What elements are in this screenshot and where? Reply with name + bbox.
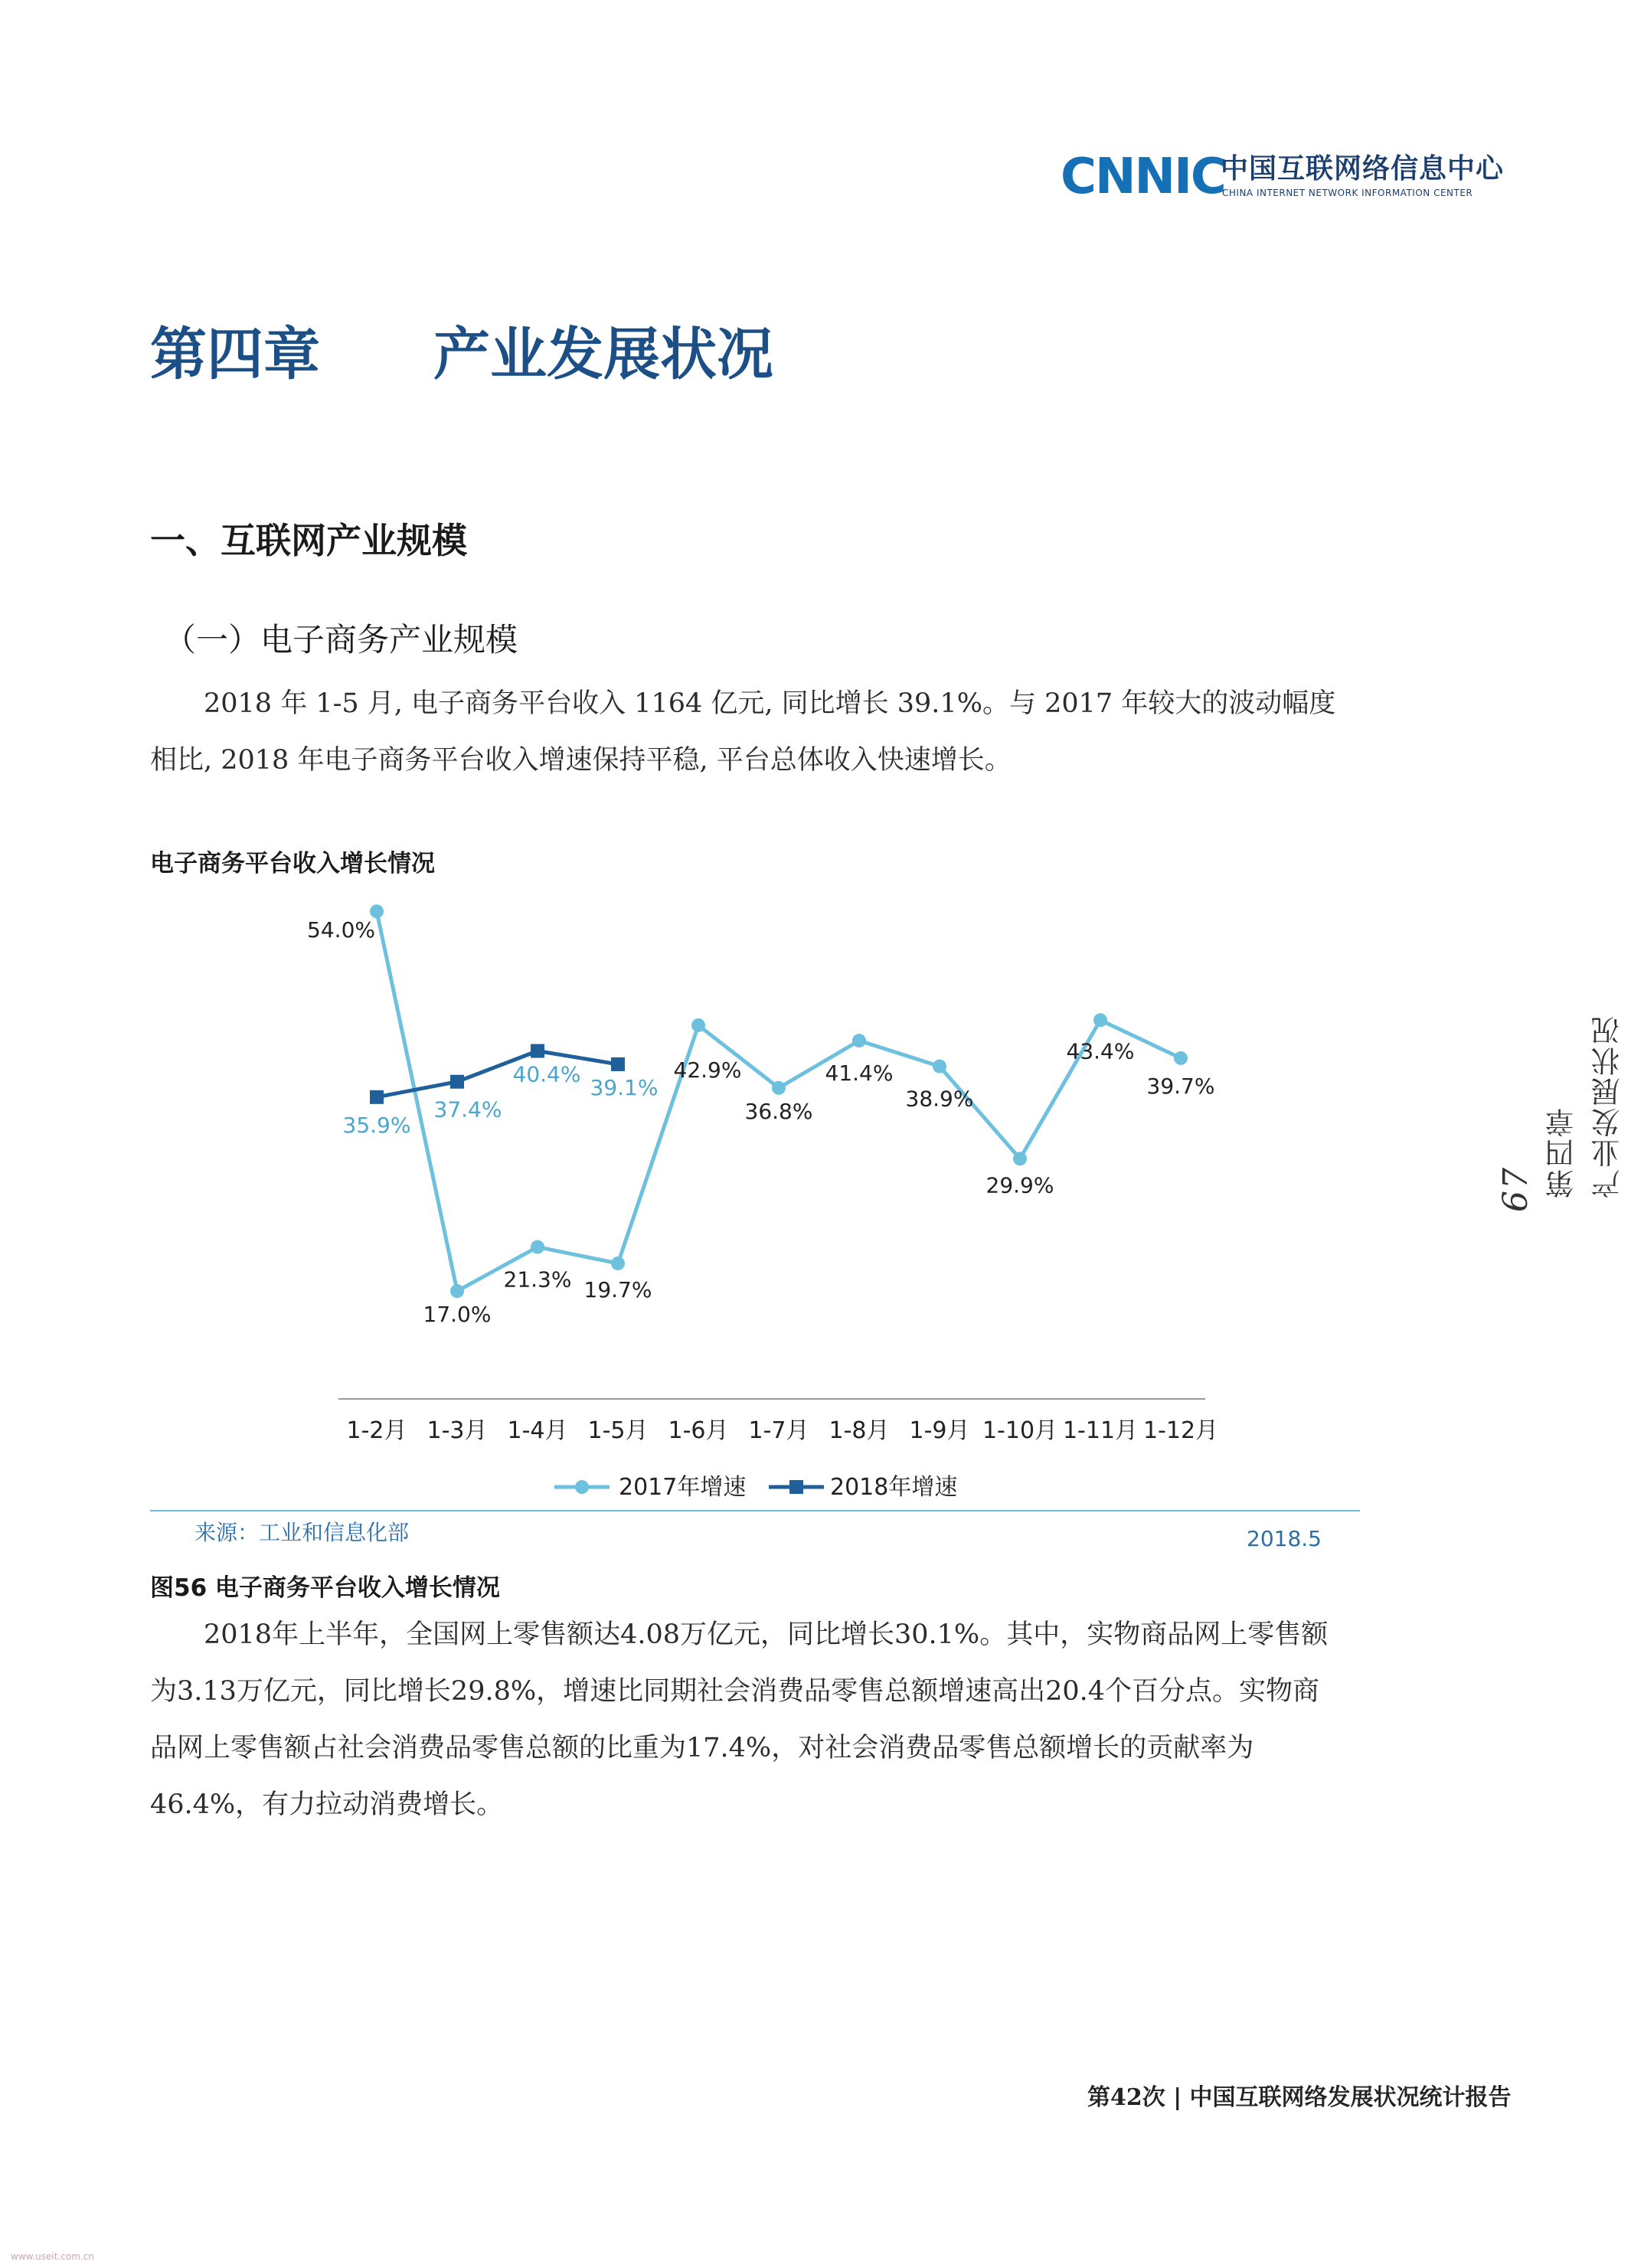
- data-point: [852, 1034, 866, 1047]
- x-tick-label: 1-8月: [829, 1417, 890, 1444]
- data-label: 39.1%: [590, 1074, 659, 1100]
- source-label: 来源：工业和信息化部: [194, 1520, 410, 1545]
- side-page-number: 67: [1496, 1166, 1535, 1212]
- x-tick-label: 1-12月: [1142, 1417, 1219, 1444]
- data-label: 38.9%: [905, 1086, 974, 1112]
- x-tick-label: 1-6月: [668, 1417, 729, 1444]
- data-point: [450, 1075, 464, 1089]
- data-point: [611, 1257, 625, 1270]
- data-label: 43.4%: [1066, 1038, 1135, 1064]
- x-tick-label: 1-3月: [427, 1417, 488, 1444]
- data-label: 54.0%: [307, 917, 375, 943]
- data-point: [370, 904, 384, 918]
- x-tick-label: 1-10月: [982, 1417, 1058, 1444]
- data-label: 29.9%: [985, 1172, 1054, 1198]
- paragraph-2: 2018年上半年，全国网上零售额达4.08万亿元，同比增长30.1%。其中，实物商品网上零售额为3.13万亿元，同比增长29.8%，增速比同期社会消费品零售总额增速高出20.4个百分点。实物商品网上零售额占社会消费品零售总额的比重为17.4%，对社会消费品零售总额增长的贡献率为46.4%，有力拉动消费增长。: [150, 1619, 1329, 1820]
- data-label: 35.9%: [342, 1112, 411, 1138]
- paragraph-1: 2018 年 1-5 月, 电子商务平台收入 1164 亿元, 同比增长 39.1%。与 2017 年较大的波动幅度相比, 2018 年电子商务平台收入增速保持平稳, 平台总体收入快速增长。: [150, 688, 1336, 776]
- data-label: 36.8%: [744, 1098, 813, 1124]
- legend-label-2017: 2017年增速: [619, 1474, 747, 1501]
- data-label: 19.7%: [583, 1276, 652, 1302]
- side-title: 产业发展状况: [1591, 1015, 1625, 1198]
- data-point: [531, 1240, 544, 1254]
- data-point: [772, 1081, 786, 1095]
- org-name-en: CHINA INTERNET NETWORK INFORMATION CENTER: [1222, 188, 1473, 198]
- data-point: [1013, 1152, 1027, 1165]
- data-point: [1093, 1013, 1107, 1027]
- page-footer: 第42次 | 中国互联网络发展状况统计报告: [1087, 2084, 1512, 2111]
- figure-caption: 图56 电子商务平台收入增长情况: [150, 1574, 500, 1602]
- org-name-cn: 中国互联网络信息中心: [1221, 153, 1505, 185]
- data-point: [370, 1090, 384, 1104]
- source-date: 2018.5: [1247, 1526, 1322, 1551]
- data-label: 21.3%: [503, 1266, 572, 1292]
- data-label: 39.7%: [1146, 1073, 1215, 1099]
- data-point: [933, 1060, 946, 1074]
- x-tick-label: 1-11月: [1062, 1417, 1139, 1444]
- legend-marker-2017: [575, 1480, 589, 1494]
- section-title: 一、互联网产业规模: [150, 520, 467, 561]
- line-chart: [150, 881, 1375, 1516]
- x-tick-label: 1-2月: [346, 1417, 407, 1444]
- data-label: 17.0%: [423, 1302, 492, 1328]
- watermark: www.useit.com.cn: [11, 2251, 94, 2262]
- chapter-title: 第四章 产业发展状况: [150, 322, 773, 387]
- data-label: 42.9%: [673, 1057, 742, 1083]
- source-divider: [150, 1510, 1360, 1511]
- chart-heading: 电子商务平台收入增长情况: [150, 850, 435, 877]
- data-point: [691, 1018, 705, 1032]
- x-tick-label: 1-4月: [507, 1417, 568, 1444]
- data-label: 40.4%: [512, 1061, 581, 1087]
- data-point: [531, 1044, 544, 1058]
- side-chapter: 第四章: [1545, 1106, 1579, 1198]
- subsection-title: （一）电子商务产业规模: [164, 621, 518, 659]
- legend-label-2018: 2018年增速: [830, 1474, 958, 1501]
- x-tick-label: 1-7月: [748, 1417, 809, 1444]
- x-tick-label: 1-9月: [909, 1417, 970, 1444]
- cnnic-logo: CNNIC: [1061, 149, 1225, 205]
- data-label: 37.4%: [433, 1096, 502, 1123]
- side-chapter-tab: [1493, 1015, 1625, 1367]
- data-point: [1174, 1051, 1188, 1065]
- data-label: 41.4%: [825, 1060, 894, 1087]
- data-point: [450, 1284, 464, 1298]
- side-chapter-label: [1493, 1015, 1631, 1212]
- legend-marker-2018: [789, 1480, 803, 1494]
- data-point: [611, 1057, 625, 1071]
- x-tick-label: 1-5月: [587, 1417, 649, 1444]
